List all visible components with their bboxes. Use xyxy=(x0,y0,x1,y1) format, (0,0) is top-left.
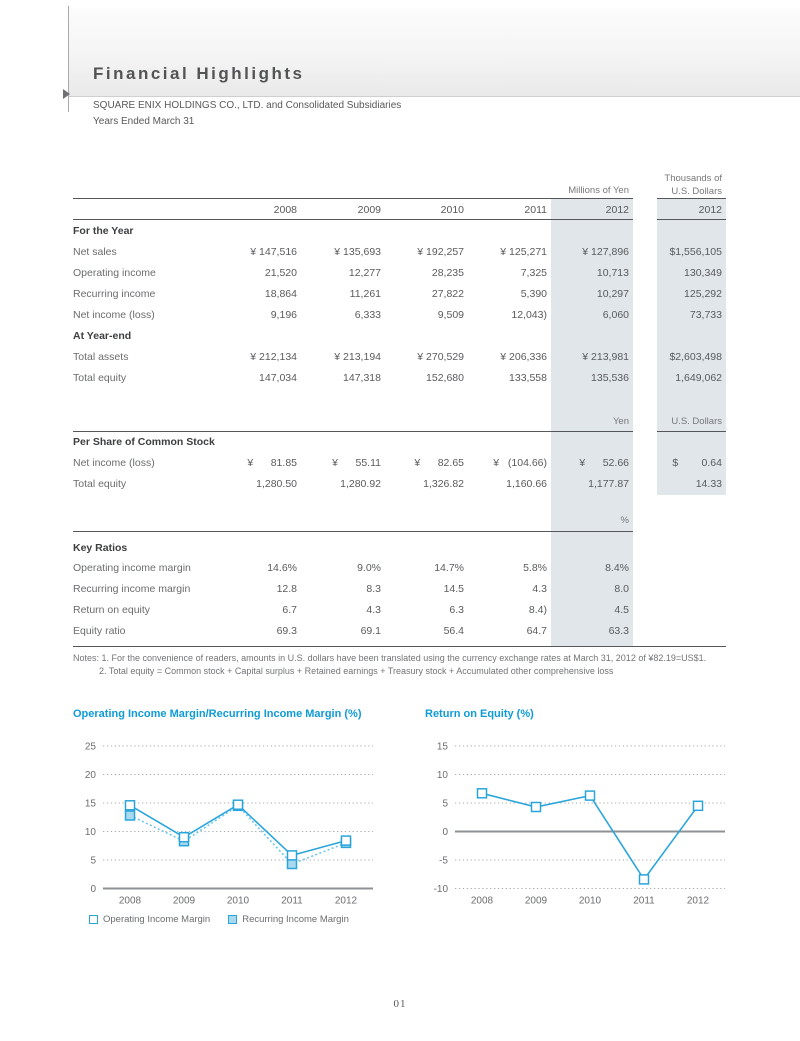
unit-label-row xyxy=(73,411,726,432)
svg-text:2008: 2008 xyxy=(118,895,142,907)
svg-text:15: 15 xyxy=(84,798,96,810)
data-point-marker xyxy=(694,801,703,810)
arrow-marker-icon xyxy=(63,89,70,99)
year-2012-yen: 2012 xyxy=(551,199,633,219)
svg-text:2010: 2010 xyxy=(226,895,250,907)
section-title-row xyxy=(73,432,726,453)
unit-percent: % xyxy=(551,510,633,531)
year-2008: 2008 xyxy=(273,204,297,216)
table-row: Recurring income margin 12.8 8.3 14.5 4.3 8.0 xyxy=(73,579,726,600)
section-title-row xyxy=(73,532,726,558)
line-chart-svg xyxy=(425,734,731,910)
chart-legend xyxy=(73,914,379,925)
svg-text:2012: 2012 xyxy=(334,895,358,907)
table-notes xyxy=(73,652,706,678)
legend-label: Recurring Income Margin xyxy=(242,914,349,925)
data-point-marker xyxy=(478,789,487,798)
svg-text:20: 20 xyxy=(84,770,96,781)
year-header-row xyxy=(73,198,726,220)
unit-thousands-usd: Thousands of U.S. Dollars xyxy=(664,173,722,197)
legend-item xyxy=(228,914,349,925)
note-line-2: 2. Total equity = Common stock + Capital surplus + Retained earnings + Treasury stock + Accumulated other comprehensive loss xyxy=(99,666,614,676)
table-row: Equity ratio 69.3 69.1 56.4 64.7 63.3 xyxy=(73,621,726,642)
svg-text:2008: 2008 xyxy=(470,895,494,907)
data-point-marker xyxy=(640,875,649,884)
data-point-marker xyxy=(288,851,297,860)
section-title-row xyxy=(73,326,726,347)
svg-text:2009: 2009 xyxy=(524,895,548,907)
period-subtitle: Years Ended March 31 xyxy=(93,116,195,127)
svg-text:0: 0 xyxy=(90,884,96,895)
chart-operating-recurring-margin xyxy=(73,708,379,925)
charts-section xyxy=(73,708,731,925)
data-point-marker xyxy=(342,836,351,845)
line-chart-svg xyxy=(73,734,379,910)
svg-text:0: 0 xyxy=(442,827,448,838)
year-2012-usd: 2012 xyxy=(657,198,726,220)
legend-item xyxy=(89,914,210,925)
page-title: Financial Highlights xyxy=(93,64,305,83)
year-2010: 2010 xyxy=(440,204,464,216)
section-title: Per Share of Common Stock xyxy=(73,436,215,448)
table-row: Return on equity 6.7 4.3 6.3 8.4) 4.5 xyxy=(73,600,726,621)
unit-us-dollars: U.S. Dollars xyxy=(657,411,726,432)
svg-text:2012: 2012 xyxy=(686,895,710,907)
legend-label: Operating Income Margin xyxy=(103,914,211,925)
data-point-marker xyxy=(288,860,297,869)
spacer-row xyxy=(73,495,726,510)
svg-text:2009: 2009 xyxy=(172,895,196,907)
spacer-row xyxy=(73,389,726,411)
table-row: Total equity 1,280.50 1,280.92 1,326.82 1,160.66 1,177.87 14.33 xyxy=(73,474,726,495)
unit-label-row xyxy=(73,160,726,198)
company-subtitle: SQUARE ENIX HOLDINGS CO., LTD. and Consolidated Subsidiaries xyxy=(93,100,402,111)
table-row: Operating income margin 14.6% 9.0% 14.7% 5.8% 8.4% xyxy=(73,558,726,579)
section-title: Key Ratios xyxy=(73,542,128,554)
svg-text:-10: -10 xyxy=(433,884,448,895)
svg-text:10: 10 xyxy=(84,827,96,838)
table-row: Total equity 147,034 147,318 152,680 133,558 135,536 1,649,062 xyxy=(73,368,726,389)
table-bottom-rule xyxy=(73,642,726,647)
chart-title: Operating Income Margin/Recurring Income Margin (%) xyxy=(73,708,362,720)
legend-marker-icon xyxy=(228,915,237,924)
table-row: Net income (loss) 9,196 6,333 9,509 12,043) 6,060 73,733 xyxy=(73,305,726,326)
svg-text:5: 5 xyxy=(90,855,96,867)
unit-millions-of-yen: Millions of Yen xyxy=(568,185,629,196)
svg-text:10: 10 xyxy=(436,770,448,781)
table-row: Total assets ¥ 212,134 ¥ 213,194 ¥ 270,529 ¥ 206,336 ¥ 213,981 $2,603,498 xyxy=(73,347,726,368)
page-number: 01 xyxy=(393,998,407,1010)
chart-return-on-equity xyxy=(425,708,731,925)
data-point-marker xyxy=(126,811,135,820)
svg-text:2011: 2011 xyxy=(281,895,303,907)
section-title: At Year-end xyxy=(73,330,132,342)
table-row: Recurring income 18,864 11,261 27,822 5,390 10,297 125,292 xyxy=(73,284,726,305)
unit-label-row xyxy=(73,510,726,532)
svg-text:2010: 2010 xyxy=(578,895,602,907)
year-2009: 2009 xyxy=(357,204,381,216)
table-row: Operating income 21,520 12,277 28,235 7,325 10,713 130,349 xyxy=(73,263,726,284)
table-row: Net income (loss) ¥ 81.85 ¥ 55.11 ¥ 82.65 ¥ (104.66) ¥ 52.66 $ 0.64 xyxy=(73,453,726,474)
svg-text:5: 5 xyxy=(442,798,448,810)
svg-text:15: 15 xyxy=(436,741,448,753)
svg-text:25: 25 xyxy=(84,741,96,753)
svg-text:-5: -5 xyxy=(439,855,448,867)
data-point-marker xyxy=(234,800,243,809)
note-line-1: Notes: 1. For the convenience of readers, amounts in U.S. dollars have been translated using the currency exchange rates at March 31, 2012 of ¥82.19=US$1. xyxy=(73,653,707,663)
table-row: Net sales ¥ 147,516 ¥ 135,693 ¥ 192,257 ¥ 125,271 ¥ 127,896 $1,556,105 xyxy=(73,242,726,263)
financial-table xyxy=(73,160,726,647)
legend-marker-icon xyxy=(89,915,98,924)
unit-yen: Yen xyxy=(551,411,633,431)
data-point-marker xyxy=(532,803,541,812)
year-2011: 2011 xyxy=(524,204,547,216)
data-point-marker xyxy=(180,833,189,842)
svg-text:2011: 2011 xyxy=(633,895,655,907)
section-title: For the Year xyxy=(73,225,134,237)
chart-title: Return on Equity (%) xyxy=(425,708,534,720)
section-title-row xyxy=(73,220,726,242)
line-chart xyxy=(73,734,379,910)
header-band xyxy=(68,8,800,97)
line-chart xyxy=(425,734,731,910)
data-point-marker xyxy=(126,801,135,810)
data-point-marker xyxy=(586,791,595,800)
